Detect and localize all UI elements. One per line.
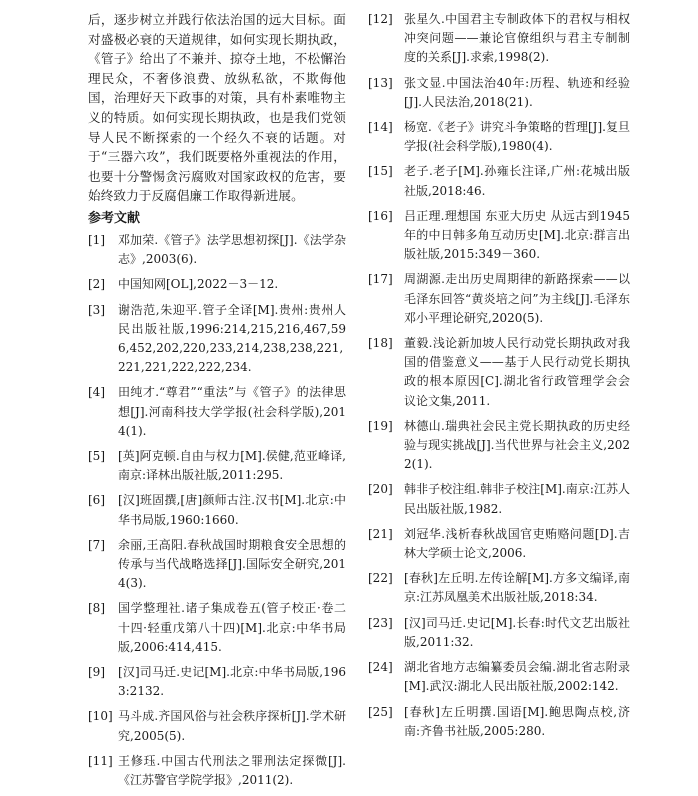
reference-text: 林德山.瑞典社会民主党长期执政的历史经验与现实挑战[J].当代世界与社会主义,2022(1). [404,418,630,472]
reference-number: [10] [88,709,113,724]
reference-item [88,231,346,269]
reference-number: [22] [368,571,393,586]
reference-item [368,658,630,696]
reference-number: [19] [368,418,393,433]
reference-item [88,491,346,529]
references-heading: 参考文献 [88,210,141,226]
reference-text: [英]阿克顿.自由与权力[M].侯健,范亚峰译,南京:译林出版社版,2011:295. [118,448,346,483]
reference-number: [2] [88,277,105,292]
reference-number: [9] [88,665,105,679]
reference-number: [11] [88,753,113,768]
reference-text: 杨宽.《老子》讲究斗争策略的哲理[J].复旦学报(社会科学版),1980(4). [404,120,630,154]
reference-item [368,207,630,265]
reference-item [368,480,630,518]
references-list-right [368,10,630,741]
reference-item [368,334,630,411]
reference-number: [8] [88,601,105,616]
reference-item [368,614,630,652]
reference-number: [24] [368,660,393,675]
reference-text: 中国知网[OL],2022－3－12. [118,277,279,292]
reference-item [88,599,346,657]
reference-number: [5] [88,448,105,463]
reference-number: [15] [368,164,393,179]
reference-text: 马斗成.齐国风俗与社会秩序探析[J].学术研究,2005(5). [118,709,346,743]
reference-item [368,417,630,475]
reference-number: [13] [368,75,393,90]
reference-item [368,74,630,112]
reference-text: 吕正理.理想国 东亚大历史 从远古到1945年的中日韩多角互动历史[M].北京:群言出版社版,2015:349－360. [404,208,630,262]
body-paragraph: 后，逐步树立并践行依法治国的远大目标。面对盛极必衰的天道规律，如何实现长期执政，《管子》给出了不兼并、掠夺土地，不松懈治理民众，不奢侈浪费、放纵私欲，不欺侮他国，治理好天下政事的对策，具有朴素唯物主义的特质。如何实现长期执政，也是我们党领导人民不断探索的一个经久不衰的话题。对于“三器六攻”，我们既要格外重视法的作用，也要十分警惕贪污腐败对国家政权的危害，要始终致力于反腐倡廉工作取得新进展。 [88,12,346,204]
reference-text: [春秋]左丘明.左传诠解[M].方多文编译,南京:江苏凤凰美术出版社版,2018:34. [404,571,630,605]
reference-number: [25] [368,704,393,719]
reference-number: [16] [368,208,393,223]
reference-text: 谢浩范,朱迎平.管子全译[M].贵州:贵州人民出版社版,1996:214,215,216,467,596,452,202,220,233,214,238,238,221,221,221,222,222,234. [118,302,346,375]
reference-item [88,663,346,701]
reference-item [88,301,346,378]
reference-text: 张星久.中国君主专制政体下的君权与相权冲突问题——兼论官僚组织与君主专制制度的关系[J].求索,1998(2). [404,12,630,65]
reference-item [88,275,346,294]
reference-item [368,10,630,68]
reference-text: 田纯才.“尊君”“重法”与《管子》的法律思想[J].河南科技大学学报(社会科学版),2014(1). [118,385,346,438]
reference-item [368,270,630,328]
reference-text: [汉]司马迁.史记[M].北京:中华书局版,1963:2132. [118,665,346,699]
reference-item [88,707,346,745]
reference-text: 周湖源.走出历史周期律的新路探索——以毛泽东回答“黄炎培之问”为主线[J].毛泽东邓小平理论研究,2020(5). [404,272,630,325]
references-list-left [88,231,346,790]
reference-text: 国学整理社.诸子集成卷五(管子校正·卷二十四·轻重戊第八十四)[M].北京:中华书局版,2006:414,415. [118,601,346,654]
reference-number: [23] [368,615,393,630]
reference-item [88,447,346,485]
reference-number: [18] [368,336,393,351]
reference-item [368,703,630,741]
reference-number: [7] [88,537,105,552]
reference-item [368,569,630,607]
reference-item [88,536,346,594]
reference-text: 余丽,王高阳.春秋战国时期粮食安全思想的传承与当代战略选择[J].国际安全研究,2014(3). [118,537,346,591]
reference-text: 邓加荣.《管子》法学思想初探[J].《法学杂志》,2003(6). [118,232,346,267]
reference-item [368,525,630,563]
reference-text: 刘冠华.浅析春秋战国官吏贿赂问题[D].吉林大学硕士论文,2006. [404,526,630,561]
reference-number: [17] [368,272,393,287]
reference-number: [4] [88,385,105,400]
reference-text: [汉]司马迁.史记[M].长春:时代文艺出版社版,2011:32. [404,615,630,649]
reference-item [368,162,630,200]
left-column [88,10,346,796]
reference-number: [21] [368,526,393,541]
reference-text: 董毅.浅论新加坡人民行动党长期执政对我国的借鉴意义——基于人民行动党长期执政的根本原因[C].湖北省行政管理学会会议论文集,2011. [404,336,630,408]
reference-number: [20] [368,482,393,497]
reference-text: 王修珏.中国古代刑法之罪刑法定探微[J].《江苏警官学院学报》,2011(2). [118,753,346,788]
reference-item [88,752,346,790]
reference-text: 湖北省地方志编纂委员会编.湖北省志附录[M].武汉:湖北人民出版社版,2002:142. [404,660,630,694]
reference-text: [春秋]左丘明撰.国语[M].鲍思陶点校,济南:齐鲁书社版,2005:280. [404,704,630,738]
reference-number: [14] [368,120,393,135]
reference-number: [1] [88,232,105,247]
reference-text: 韩非子校注组.韩非子校注[M].南京:江苏人民出版社版,1982. [404,482,630,516]
reference-item [368,118,630,156]
reference-text: 张文显.中国法治40年:历程、轨迹和经验[J].人民法治,2018(21). [404,75,630,109]
reference-number: [12] [368,12,393,26]
reference-text: 老子.老子[M].孙雍长注译,广州:花城出版社版,2018:46. [404,164,630,198]
reference-item [88,383,346,441]
right-column [368,10,630,747]
reference-number: [6] [88,493,105,508]
reference-number: [3] [88,302,105,317]
reference-text: [汉]班固撰,[唐]颜师古注.汉书[M].北京:中华书局版,1960:1660. [118,493,346,527]
